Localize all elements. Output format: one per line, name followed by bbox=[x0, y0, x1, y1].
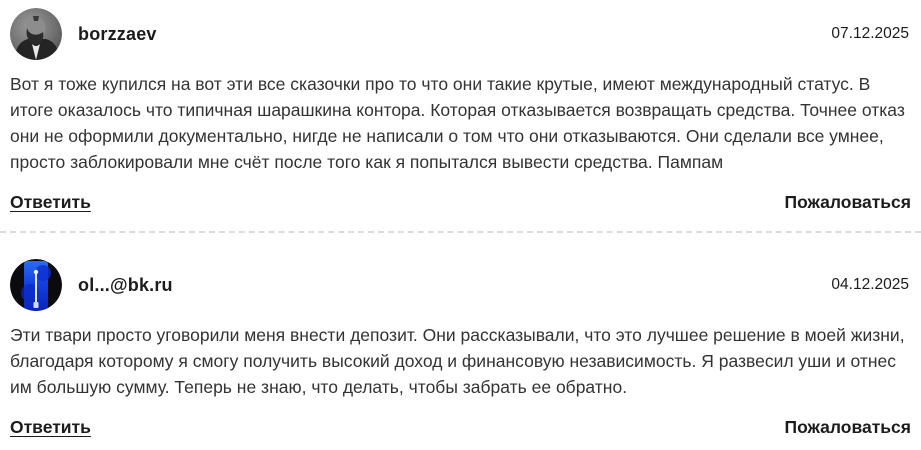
comment-text: Вот я тоже купился на вот эти все сказочки про то что они такие крутые, имеют международный статус. В итоге оказалось что типичная шарашкина контора. Которая отказывается возвращать средства. Точнее отказ они не оформили документально, нигде не написали о том что они отказываются. Они сделали все умнее, просто заблокировали мне счёт после того как я попытался вывести средства. Пампам bbox=[10, 74, 905, 172]
comment-text: Эти твари просто уговорили меня внести депозит. Они рассказывали, что это лучшее решение в моей жизни, благодаря которому я смогу получить высокий доход и финансовую независимость. Я развесил уши и отнес им большую сумму. Теперь не знаю, что делать, чтобы забрать ее обратно. bbox=[10, 325, 905, 397]
reply-link[interactable]: Ответить bbox=[10, 417, 91, 437]
comment-author: borzzaev bbox=[78, 23, 157, 44]
comment-date: 04.12.2025 bbox=[831, 276, 909, 293]
report-link[interactable]: Пожаловаться bbox=[784, 417, 911, 437]
comment-1 bbox=[10, 8, 911, 213]
grayscale-portrait-icon bbox=[10, 8, 62, 60]
report-link[interactable]: Пожаловаться bbox=[784, 192, 911, 212]
comments-divider bbox=[0, 231, 921, 233]
comment-2-actions bbox=[10, 417, 911, 438]
reply-link[interactable]: Ответить bbox=[10, 192, 91, 212]
blue-lamp-photo-icon bbox=[10, 259, 62, 311]
comment-1-header bbox=[10, 8, 911, 60]
comment-author: ol...@bk.ru bbox=[78, 274, 173, 295]
comment-2-header bbox=[10, 259, 911, 311]
user-avatar-blue-photo bbox=[10, 259, 62, 311]
user-avatar-portrait bbox=[10, 8, 62, 60]
comment-date: 07.12.2025 bbox=[831, 25, 909, 42]
comment-2 bbox=[10, 259, 911, 438]
comment-1-actions bbox=[10, 192, 911, 213]
